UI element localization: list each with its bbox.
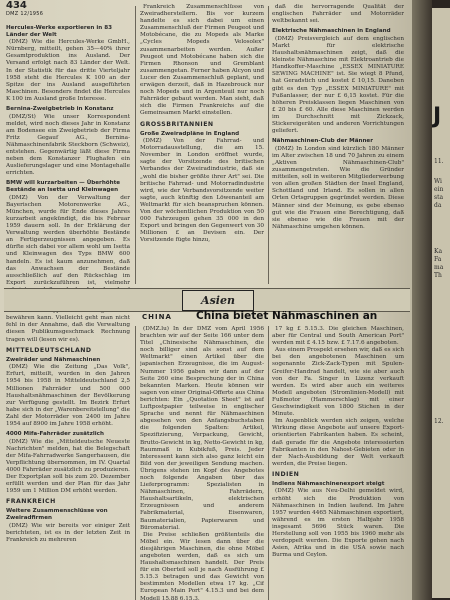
column-rule bbox=[268, 6, 269, 284]
article-title-indien: Indiens Nähmaschinenexport steigt bbox=[272, 480, 385, 487]
article-body-china-d: Aus einem Prospekt ersehen wir, daß es sich bei den angebotenen Maschinen um sogenannte Zick-Zack-Typen mit Spulen-Greifer-Handrad handelt, wie sie aber auch von der Fa. Singer in Lizenz verkauft werden. Es wird aber auch ein weiteres Modell angeboten (Stromlinien-Modell) mit Fußmotor (Hammerschlag) mit einer Geschwindigkeit von 1800 Stichen in der Minute. bbox=[272, 347, 404, 418]
article-title-zusammenschluesse: Weitere Zusammenschlüsse von Zweiradfirmen bbox=[6, 508, 108, 521]
article-body-china-e: Im Augenblick werden sich zeigen, welche Wirkung diese Angebote auf unsere Export-orientierten Fabrikanten haben. Es scheint, daß gerade für die Angebote interessierten Fabrikanten in den Nahost-Gebieten oder in der Nach-Ausbildung der Welt verkauft werden, die Preise liegen. bbox=[272, 418, 404, 467]
article-body-zusammenschluesse: (DMZ) Wie wir bereits vor einiger Zeit berichteten, ist es in der letzten Zeit in Frankreich zu mehreren bbox=[6, 522, 130, 543]
column-right-bottom bbox=[272, 326, 404, 600]
region-label-indien: INDIEN bbox=[272, 470, 300, 478]
article-title-club: Nähmaschinen-Club der Männer bbox=[272, 138, 373, 145]
article-body-bmw: (DMZ) Von der Verwaltung der Bayerischen Motorenwerke AG., München, wurde für Ende dieses Jahres kurzarbeit angekündigt, die bis Februar 1959 dauern soll. In der Erklärung der Verwaltung werden überhöhte Bestände an Fertigerzeugnissen angegeben. Es dürfte sich dabei vor allem wohl um Isetta und Kleinwagen des Typs BMW 600 handeln. Es ist kaum anzunehmen, daß das Anwachsen der Bestände ausschließlich auf den Rückschlag im Export zurückzuführen ist, vielmehr bewähren kann. Vielleicht geht man nicht fehl in der Annahme, daß die Verwaltung diesen Publikumsgeschmack Rechnung tragen will (lesen wir es). bbox=[6, 194, 130, 343]
article-title-zweiraeder: Zweiräder und Nähmaschinen bbox=[6, 356, 101, 363]
region-label-mitteldeutschland: MITTELDEUTSCHLAND bbox=[6, 346, 92, 354]
column-middle-top bbox=[140, 4, 264, 284]
region-banner-band bbox=[4, 288, 410, 312]
region-banner-asien: Asien bbox=[182, 290, 254, 311]
article-title-elektrische: Elektrische Nähmaschinen in England bbox=[272, 28, 391, 35]
page-number: 434 bbox=[6, 0, 27, 11]
next-page-fragment: 11. bbox=[434, 158, 444, 165]
article-title-bernina: Bernina-Zweigbetrieb in Konstanz bbox=[6, 106, 114, 113]
article-title-hercules: Hercules-Werke exportieren in 83 Länder der Welt bbox=[6, 25, 112, 38]
region-label-grossbritannien: GROSSBRITANNIEN bbox=[140, 120, 214, 128]
article-body-indien: (DMZ) Wie aus Neu-Delhi gemeldet wird, erhöht sich die Produktion von Nähmaschinen in Indien laufend. Im Jahre 1957 wurden 4465 Nähmaschinen exportiert, während es im ersten Halbjahr 1958 insgesamt 5696 Stück waren. Die Herstellung soll von 1955 bis 1960 mehr als verdoppelt werden. Die Exporte gehen nach Asien, Afrika und in die USA sowie nach Burma und Ceylon. bbox=[272, 488, 404, 559]
article-body-gb-cont: daß die hervorragende Qualität der englischen Fahrräder und Motorräder weltbekannt sei. bbox=[272, 4, 404, 25]
next-page-edge bbox=[432, 8, 450, 598]
next-page-fragment: Ka bbox=[434, 248, 443, 255]
page-edge-glyph: J bbox=[433, 104, 442, 129]
region-label-frankreich: FRANKREICH bbox=[6, 498, 56, 506]
next-page-fragment: da bbox=[434, 202, 442, 209]
column-right-top bbox=[272, 4, 404, 284]
next-page-fragment: Fa bbox=[434, 256, 442, 263]
article-title-mifa: 4000 Mifa-Fahrräder zusätzlich bbox=[6, 431, 104, 438]
article-body-bernina: (DMZ/St) Wie unser Korrespondent meldet, wird noch dieses Jahr in Konstanz am Bodensee ein Zweigbetrieb der Firma Fritz Gegauf AG., Bernina-Nähmaschinenfabrik Steckborn (Schweiz), entstehen. Gegenwärtig läßt diese Firma neben dem Konstanzer Flughafen ein Auslieferungslager und eine Montagehalle errichten. bbox=[6, 113, 130, 177]
column-middle-bottom bbox=[140, 326, 264, 600]
article-title-bmw: BMW will kurzarbeiten — Überhöhte Bestände an Isetta und Kleinwagen bbox=[6, 180, 121, 194]
book-spine bbox=[412, 0, 432, 600]
article-body-mifa: (DMZ) Wie die „Mitteldeutsche Neueste Nachrichten" melden, hat die Belegschaft der Mifa-Fahrradwerke Sangerhausen, die Verpflichtung übernommen, im IV. Quartal 4000 Fahrräder zusätzlich zu produzieren. Der Exportplan soll bis zum 20. Dezember erfüllt werden und der Plan für das Jahr 1959 um 1 Million DM erhöht werden. bbox=[6, 438, 130, 495]
page-subtitle: DMZ 12/1956 bbox=[6, 11, 44, 17]
article-body-china-c: 17 kg £ 5.15.3. Die gleichen Maschinen, aber für Central und South American Port" werden mit £ 4.15 bzw. £ 7.17.6 angeboten. bbox=[272, 326, 404, 347]
column-rule bbox=[135, 6, 136, 284]
next-page-fragment: ein bbox=[434, 186, 444, 193]
article-body-china-b: Die Preise schließen größtenteils die Möbel ein. Wir lesen dann über die diesjährigen Maschinen, die ohne Möbel angeboten werden, daß es sich um Haushaltsmaschinen handelt. Der Preis für ein Oberteil soll je nach Ausführung £ 5.15.3 betragen und das Gewicht von bestimmten Modellen etwa 17 kg. „Cif European Main Port" 4.15.3 und bei dem Modell 15.88 6.15.3. bbox=[140, 531, 264, 600]
column-rule bbox=[135, 326, 136, 600]
article-body-frankreich-cont: Frankreich Zusammenschlüsse von Zweiradherstellern. Bis vor kurzem handelte es sich dabei um einen Zusammenschluß der Firmen Peugeot und Motobécane, die zu Mopeds als Marke „Cycles Mopeds Velosolex" zusammenarbeiten werden. Außer Peugeot und Motobécane haben sich die Firmen Rhonson und Gremblant zusammengetan. Ferner haben Alcyon und Lucer den Zusammenschluß geplant, und erwägen derzeit, daß in Hazebrouck nur noch Mopeds und in Argenteuil nur noch Fahrräder gebaut werden. Man sieht, daß sich die Firmen Frankreichs auf die Gemeinsamen Markt einstellen. bbox=[140, 4, 264, 117]
column-rule bbox=[268, 326, 269, 600]
article-title-zweiradplaene: Große Zweiradpläne in England bbox=[140, 130, 240, 137]
next-page-fragment: sta bbox=[434, 194, 444, 201]
next-page-fragment: Wi bbox=[434, 178, 442, 185]
article-body-club: (DMZ) In London sind kürzlich 180 Männer im Alter zwischen 18 und 70 Jahren zu einem „Aktiven Nähmaschinen-Club" zusammengetreten. Wie die Gründer mitteilen, soll in weiteren Mitgliederwerbung von allen großen Städten der Insel England, Schottland und Irland. Es sollen in allen Orten Ortsgruppen gegründet werden. Diese Männer sind der Meinung, es gebe ebenso gut wie die Frauen eine Berechtigung, daß sie ebenso wie die Frauen mit der Nähmaschine umgehen können. bbox=[272, 145, 404, 230]
article-body-hercules: (DMZ) Wie die Hercules-Werke GmbH., Nürnberg, mitteilt, gehen 35—40% ihrer Gesamtproduktion ins Ausland. Der Versand erfolgt nach 83 Länder der Welt. In der Statistik für das dritte Vierteljahr 1958 steht die Hercules K 100 an der Spitze der ins Ausland ausgeführten Maschinen. Besonders findet die Hercules K 100 im Ausland große Interesse. bbox=[6, 39, 130, 102]
next-page-fragment: ma bbox=[434, 264, 444, 271]
article-body-zweiraeder: (DMZ) Wie die Zeitung „Das Volk", Erfurt, mitteilt, wurden in den Jahren 1954 bis 1958 in Mitteldeutschland 2,5 Millionen Fahrräder und 500 000 Haushaltsnähmaschinen der Bevölkerung zur Verfügung gestellt. Im Bezirk Erfurt habe sich in der „Warenbereitstellung" die Zahl der Motorräder von 2400 im Jahre 1954 auf 8900 im Jahre 1958 erhöht. bbox=[6, 364, 130, 427]
next-page-fragment: Th bbox=[434, 272, 442, 279]
next-page-fragment: 12. bbox=[434, 418, 444, 425]
article-body-elektrische: (DMZ) Preisvergleich auf dem englischen Markt für elektrische Haushaltsnähmaschinen zeigt, daß die kleinste Nähmaschine mit Elektroantrieb die Handkoffer-Maschine „ESSEX MINIATURE SEWING MACHINE" ist. Sie wiegt 8 Pfund, hat Geradstich und kostet £ 10,15. Daneben gibt es den Typ „ESSEX MINIATURE" mit Fußanlasser, der nur £ 6,15 kostet. Für die höheren Preisklassen liegen Maschinen von £ 20 bis £ 60. Alle diese Maschinen werden im Durchschnitt mit Zickzack, Stickereigeräten und anderen Vorrichtungen geliefert. bbox=[272, 35, 404, 135]
article-headline-china: China bietet Nähmaschinen an bbox=[196, 310, 378, 322]
region-label-china: CHINA bbox=[142, 313, 172, 321]
article-body-china-a: (DMZ.lu) In der DMZ vom April 1956 brachten wir auf der Seite 166 unter dem Titel „Chinesische Nähmaschinen, die noch billiger sind als sonst auf dem Weltmarkt" einen Artikel über die japanischen Erzeugnisse, die im August-Nummer 1956 gaben wir dann auf der Seite 260 eine Besprechung der in China bekannten Marken. Heute können wir sagen von einer Original-Offerte aus China berichten: Ein „Quotation Sheet" ist auf Luftpostpapier teilweise in englischer Sprache und nennt für Nähmaschinen abgesehen von den Anfangsbuchstaben die folgenden Spalten: Artikel, Spezifizierung, Verpackung, Gewicht, Brutto-Gewicht in kg, Netto-Gewicht in kg, Raummaß in Kubikfuß, Preis. Jeder Interessent kann sich also ganz leicht ein Bild von der jeweiligen Sendung machen. Übrigens stehen im Kopf des Angebotes noch folgende Angaben über das Lieferprogramm: Spezialisten in Nähmaschinen, Fahrrädern, Haushaltsartikeln, elektrischen Erzeugnissen und anderem Fabrikmaterial, Eisenwaren, Baumaterialien, Papierwaren und Büromaterial. bbox=[140, 326, 264, 531]
article-body-zweiradplaene: (DMZ) Von der Fahrrad- und Motorradausstellung, die am 15. November in London eröffnet wurde, sagte der Vorsitzende des britischen Verbandes der Zweiradindustrie, daß sie „wohl die bisher größte ihrer Art" sei. Die britische Fahrrad- und Motorradindustrie wird, wie der Verbandsvorsitzende weiter sagte, auch künftig den Löwenanteil am Weltmarkt für sich beanspruchen können. Von der wöchentlichen Produktion von 50 000 Fahrzeugen gehen 35 000 in den Export und bringen den Gegenwert von 30 Millionen £ an Devisen ein. Der Vorsitzende fügte hinzu, bbox=[140, 138, 264, 244]
